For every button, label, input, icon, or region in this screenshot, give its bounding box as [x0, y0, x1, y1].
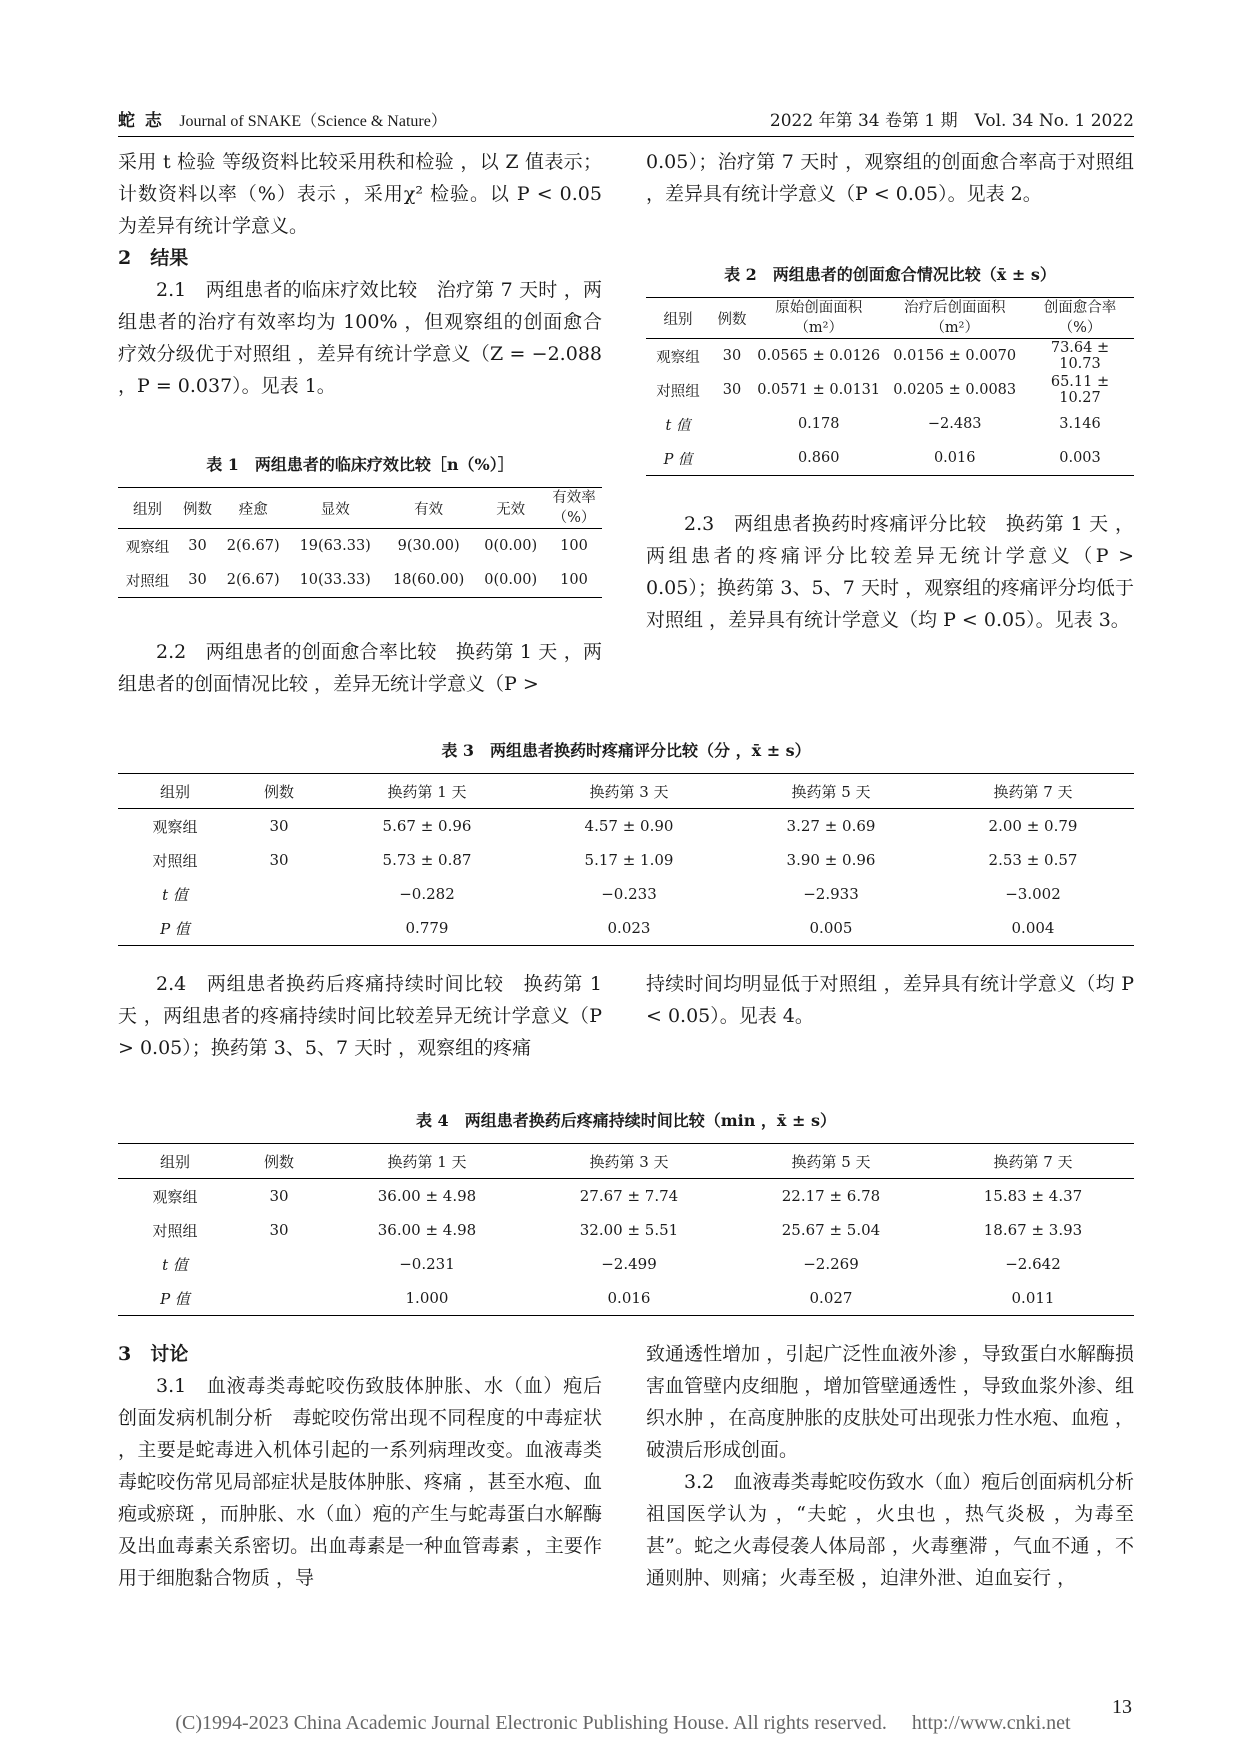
table-1: [118, 452, 602, 598]
table-cell: [232, 911, 326, 946]
table-cell: 30: [188, 538, 207, 554]
right-column-discussion: [646, 1338, 1154, 1594]
table-cell: 0.005: [730, 911, 932, 946]
table-cell: 30: [269, 1187, 289, 1205]
table-2-caption: 表 2 两组患者的创面愈合情况比较（x̄ ± s）: [724, 265, 1056, 284]
results-2-3-paragraph: 2.3 两组患者换药时疼痛评分比较 换药第 1 天 ，两组患者的疼痛评分比较差异无统计学意义（P > 0.05）；换药第 3、5、7 天时 ，观察组的疼痛评分均低于对照组 ，差异具有统计学意义（均 P < 0.05）。见表 3。: [646, 513, 1134, 631]
table-cell: 2(6.67): [218, 563, 289, 598]
left-column-discussion: [118, 1338, 602, 1594]
table-4-grid: [118, 1143, 1134, 1316]
table-cell: 22.17 ± 6.78: [781, 1187, 881, 1205]
table-4-header-cell: 换药第 1 天: [326, 1144, 528, 1179]
table-cell: −2.499: [601, 1255, 657, 1273]
table-2-grid: [646, 297, 1134, 476]
table-4-header-cell: 换药第 3 天: [528, 1144, 730, 1179]
table-2-header-cell: 组别: [646, 298, 710, 339]
table-cell: 0.0156 ± 0.0070: [893, 348, 1017, 364]
results-2-4-paragraph: 2.4 两组患者换药后疼痛持续时间比较 换药第 1 天 ，两组患者的疼痛持续时间比较差异无统计学意义（P > 0.05）；换药第 3、5、7 天时 ，观察组的疼痛: [118, 973, 602, 1059]
table-4: [118, 1108, 1134, 1316]
table-cell: 0.0565 ± 0.0126: [757, 348, 881, 364]
table-row: [118, 563, 602, 598]
table-row: [646, 407, 1134, 441]
discussion-3-1-continued: 致通透性增加 ，引起广泛性血液外渗 ，导致蛋白水解酶损害血管壁内皮细胞 ，增加管壁通透性 ，导致血浆外渗、组织水肿 ，在高度肿胀的皮肤处可出现张力性水疱、血疱 ，破溃后形成创面。: [646, 1343, 1134, 1461]
table-4-header-cell: 换药第 7 天: [932, 1144, 1134, 1179]
table-1-header-cell: 有效: [382, 488, 475, 529]
table-row: [118, 1179, 1134, 1214]
right-column-2-4: [646, 968, 1134, 1032]
table-3-header-row: [118, 774, 1134, 809]
table-4-header-cell: 例数: [232, 1144, 326, 1179]
table-row: [646, 373, 1134, 407]
table-cell: 0.860: [754, 441, 883, 476]
table-row: [118, 843, 1134, 877]
table-cell: 观察组: [656, 349, 700, 366]
issue-info: 2022 年第 34 卷第 1 期 Vol. 34 No. 1 2022: [769, 111, 1134, 131]
running-head: [118, 106, 1134, 136]
table-cell: 0.178: [797, 416, 840, 432]
table-cell: 2.53 ± 0.57: [988, 851, 1078, 869]
table-cell: 对照组: [656, 383, 700, 400]
table-cell: P 值: [646, 441, 710, 476]
table-cell: 0.016: [528, 1281, 730, 1316]
table-cell: 观察组: [152, 1187, 198, 1206]
table-cell: 0.027: [730, 1281, 932, 1316]
table-cell: 27.67 ± 7.74: [579, 1187, 679, 1205]
table-cell: 30: [269, 1221, 289, 1239]
table-1-caption: 表 1 两组患者的临床疗效比较［n（%）］: [206, 455, 514, 474]
table-2-header-cell: 例数: [710, 298, 754, 339]
table-cell: 15.83 ± 4.37: [983, 1187, 1083, 1205]
discussion-3-2-paragraph: 3.2 血液毒类毒蛇咬伤致水（血）疱后创面病机分析 祖国医学认为 ，“夫蛇 ，火虫也 ，热气炎极 ，为毒至甚”。蛇之火毒侵袭人体局部 ，火毒壅滞 ，气血不通 ，不通则肿、则痛；火毒至极 ，迫津外泄、迫血妄行 ，: [646, 1471, 1154, 1589]
table-cell: 18(60.00): [382, 563, 475, 598]
table-cell: 100: [546, 563, 602, 598]
copyright-footer: (C)1994-2023 China Academic Journal Electronic Publishing House. All rights reserved. http://www.cnki.net: [175, 1712, 1071, 1734]
table-cell: 10(33.33): [288, 563, 381, 598]
table-4-header-cell: 换药第 5 天: [730, 1144, 932, 1179]
page-number: 13: [1112, 1696, 1132, 1718]
table-cell: 观察组: [152, 817, 198, 836]
right-column-top: [646, 146, 1134, 210]
table-3: [118, 738, 1134, 946]
table-row: [646, 441, 1134, 476]
table-cell: 19(63.33): [299, 538, 371, 554]
table-cell: −2.933: [803, 885, 859, 903]
table-cell: 5.67 ± 0.96: [382, 817, 472, 835]
table-cell: 25.67 ± 5.04: [781, 1221, 881, 1239]
table-cell: 73.64 ± 10.73: [1050, 340, 1110, 372]
table-cell: 3.146: [1059, 416, 1101, 432]
table-cell: [710, 441, 754, 476]
table-cell: 30: [269, 817, 289, 835]
journal-name: 蛇 志: [118, 111, 164, 131]
table-cell: 0.011: [932, 1281, 1134, 1316]
table-cell: 0.0205 ± 0.0083: [893, 382, 1017, 398]
table-3-header-cell: 例数: [232, 774, 326, 809]
table-2-header-cell: 创面愈合率（%）: [1026, 298, 1134, 339]
table-1-header-cell: 组别: [118, 488, 177, 529]
section-heading-discussion: 3 讨论: [118, 1343, 189, 1365]
table-1-header-row: [118, 488, 602, 529]
journal-title-en: Journal of SNAKE（Science & Nature）: [179, 113, 447, 130]
table-3-header-cell: 换药第 1 天: [326, 774, 528, 809]
table-cell: 5.73 ± 0.87: [382, 851, 472, 869]
table-row: [118, 809, 1134, 844]
table-3-grid: [118, 773, 1134, 946]
table-1-header-cell: 显效: [288, 488, 381, 529]
table-cell: 对照组: [152, 1221, 198, 1240]
table-cell: 0(0.00): [475, 563, 546, 598]
table-1-header-cell: 无效: [475, 488, 546, 529]
table-cell: −2.269: [803, 1255, 859, 1273]
table-cell: [232, 1281, 326, 1316]
table-4-caption: 表 4 两组患者换药后疼痛持续时间比较（min ，x̄ ± s）: [415, 1111, 836, 1130]
table-cell: P 值: [118, 911, 232, 946]
discussion-3-1-paragraph: 3.1 血液毒类毒蛇咬伤致肢体肿胀、水（血）疱后创面发病机制分析 毒蛇咬伤常出现不同程度的中毒症状 ，主要是蛇毒进入机体引起的一系列病理改变。血液毒类毒蛇咬伤常见局部症状是肢体肿胀、疼痛 ，甚至水疱、血疱或瘀斑 ，而肿胀、水（血）疱的产生与蛇毒蛋白水解酶及出血毒素关系密切。出血毒素是一种血管毒素 ，主要作用于细胞黏合物质 ，导: [118, 1375, 602, 1589]
table-cell: 30: [177, 563, 218, 598]
table-cell: t 值: [162, 885, 188, 904]
table-cell: −0.233: [601, 885, 657, 903]
table-cell: t 值: [162, 1255, 188, 1274]
results-2-2-paragraph: 2.2 两组患者的创面愈合率比较 换药第 1 天 ，两组患者的创面情况比较 ，差异无统计学意义（P >: [118, 641, 602, 695]
table-cell: 0(0.00): [484, 538, 538, 554]
table-1-header-cell: 例数: [177, 488, 218, 529]
table-cell: P 值: [118, 1281, 232, 1316]
table-cell: −3.002: [1005, 885, 1061, 903]
table-cell: [232, 877, 326, 911]
table-cell: 36.00 ± 4.98: [377, 1187, 477, 1205]
table-cell: 0.004: [932, 911, 1134, 946]
left-column-2-4: [118, 968, 602, 1064]
table-cell: [232, 1247, 326, 1281]
table-cell: 5.17 ± 1.09: [584, 851, 674, 869]
table-row: [118, 911, 1134, 946]
table-cell: [710, 407, 754, 441]
table-cell: 对照组: [118, 563, 177, 598]
table-cell: 0.003: [1026, 441, 1134, 476]
table-row: [118, 529, 602, 564]
table-cell: 9(30.00): [397, 538, 460, 554]
table-4-header-row: [118, 1144, 1134, 1179]
table-2-header-row: [646, 298, 1134, 339]
table-cell: 0.016: [883, 441, 1026, 476]
table-row: [646, 339, 1134, 374]
section-heading-results: 2 结果: [118, 247, 189, 269]
table-cell: 18.67 ± 3.93: [983, 1221, 1083, 1239]
table-row: [118, 1281, 1134, 1316]
table-3-header-cell: 换药第 5 天: [730, 774, 932, 809]
table-cell: 0.779: [326, 911, 528, 946]
table-3-header-cell: 换药第 7 天: [932, 774, 1134, 809]
table-cell: −2.642: [1005, 1255, 1061, 1273]
methods-paragraph: 采用 t 检验 等级资料比较采用秩和检验 ，以 Z 值表示；计数资料以率（%）表示 ，采用χ² 检验。以 P < 0.05 为差异有统计学意义。: [118, 151, 602, 237]
table-cell: 1.000: [326, 1281, 528, 1316]
right-column-mid: [646, 508, 1134, 636]
table-1-header-cell: 痊愈: [218, 488, 289, 529]
table-cell: 2.00 ± 0.79: [988, 817, 1078, 835]
table-cell: 30: [722, 348, 742, 364]
table-2: [646, 262, 1134, 476]
left-column-top: [118, 146, 602, 402]
table-3-caption: 表 3 两组患者换药时疼痛评分比较（分 ，x̄ ± s）: [441, 741, 811, 760]
table-cell: 2(6.67): [226, 538, 280, 554]
results-2-1-paragraph: 2.1 两组患者的临床疗效比较 治疗第 7 天时 ，两组患者的治疗有效率均为 100% ，但观察组的创面愈合疗效分级优于对照组 ，差异有统计学意义（Z = −2.088 ，P = 0.037）。见表 1。: [118, 279, 602, 397]
table-cell: 3.90 ± 0.96: [786, 851, 876, 869]
table-3-header-cell: 换药第 3 天: [528, 774, 730, 809]
table-1-grid: [118, 487, 602, 598]
table-cell: 0.0571 ± 0.0131: [757, 382, 881, 398]
table-cell: 32.00 ± 5.51: [579, 1221, 679, 1239]
table-cell: 30: [722, 382, 742, 398]
table-cell: −0.282: [399, 885, 455, 903]
results-2-4-continued: 持续时间均明显低于对照组 ，差异具有统计学意义（均 P < 0.05）。见表 4。: [646, 973, 1134, 1027]
table-cell: −2.483: [927, 416, 982, 432]
table-row: [118, 877, 1134, 911]
running-head-left: [118, 106, 447, 131]
table-row: [118, 1247, 1134, 1281]
table-cell: 3.27 ± 0.69: [786, 817, 876, 835]
table-1-header-cell: 有效率（%）: [546, 488, 602, 529]
table-2-header-cell: 治疗后创面面积（m²）: [883, 298, 1026, 339]
table-cell: 观察组: [125, 539, 170, 556]
table-2-header-cell: 原始创面面积（m²）: [754, 298, 883, 339]
table-cell: −0.231: [399, 1255, 455, 1273]
results-2-2-continued: 0.05）；治疗第 7 天时 ，观察组的创面愈合率高于对照组 ，差异具有统计学意义（P < 0.05）。见表 2。: [646, 151, 1134, 205]
table-3-header-cell: 组别: [118, 774, 232, 809]
table-4-header-cell: 组别: [118, 1144, 232, 1179]
left-column-mid: [118, 636, 602, 700]
table-cell: 100: [560, 538, 588, 554]
table-cell: 4.57 ± 0.90: [584, 817, 674, 835]
header-rule: [118, 136, 1134, 137]
table-cell: 36.00 ± 4.98: [377, 1221, 477, 1239]
table-cell: t 值: [665, 417, 691, 434]
table-cell: 30: [269, 851, 289, 869]
table-cell: 对照组: [152, 851, 198, 870]
table-cell: 0.023: [528, 911, 730, 946]
table-cell: 65.11 ± 10.27: [1050, 374, 1110, 406]
table-row: [118, 1213, 1134, 1247]
